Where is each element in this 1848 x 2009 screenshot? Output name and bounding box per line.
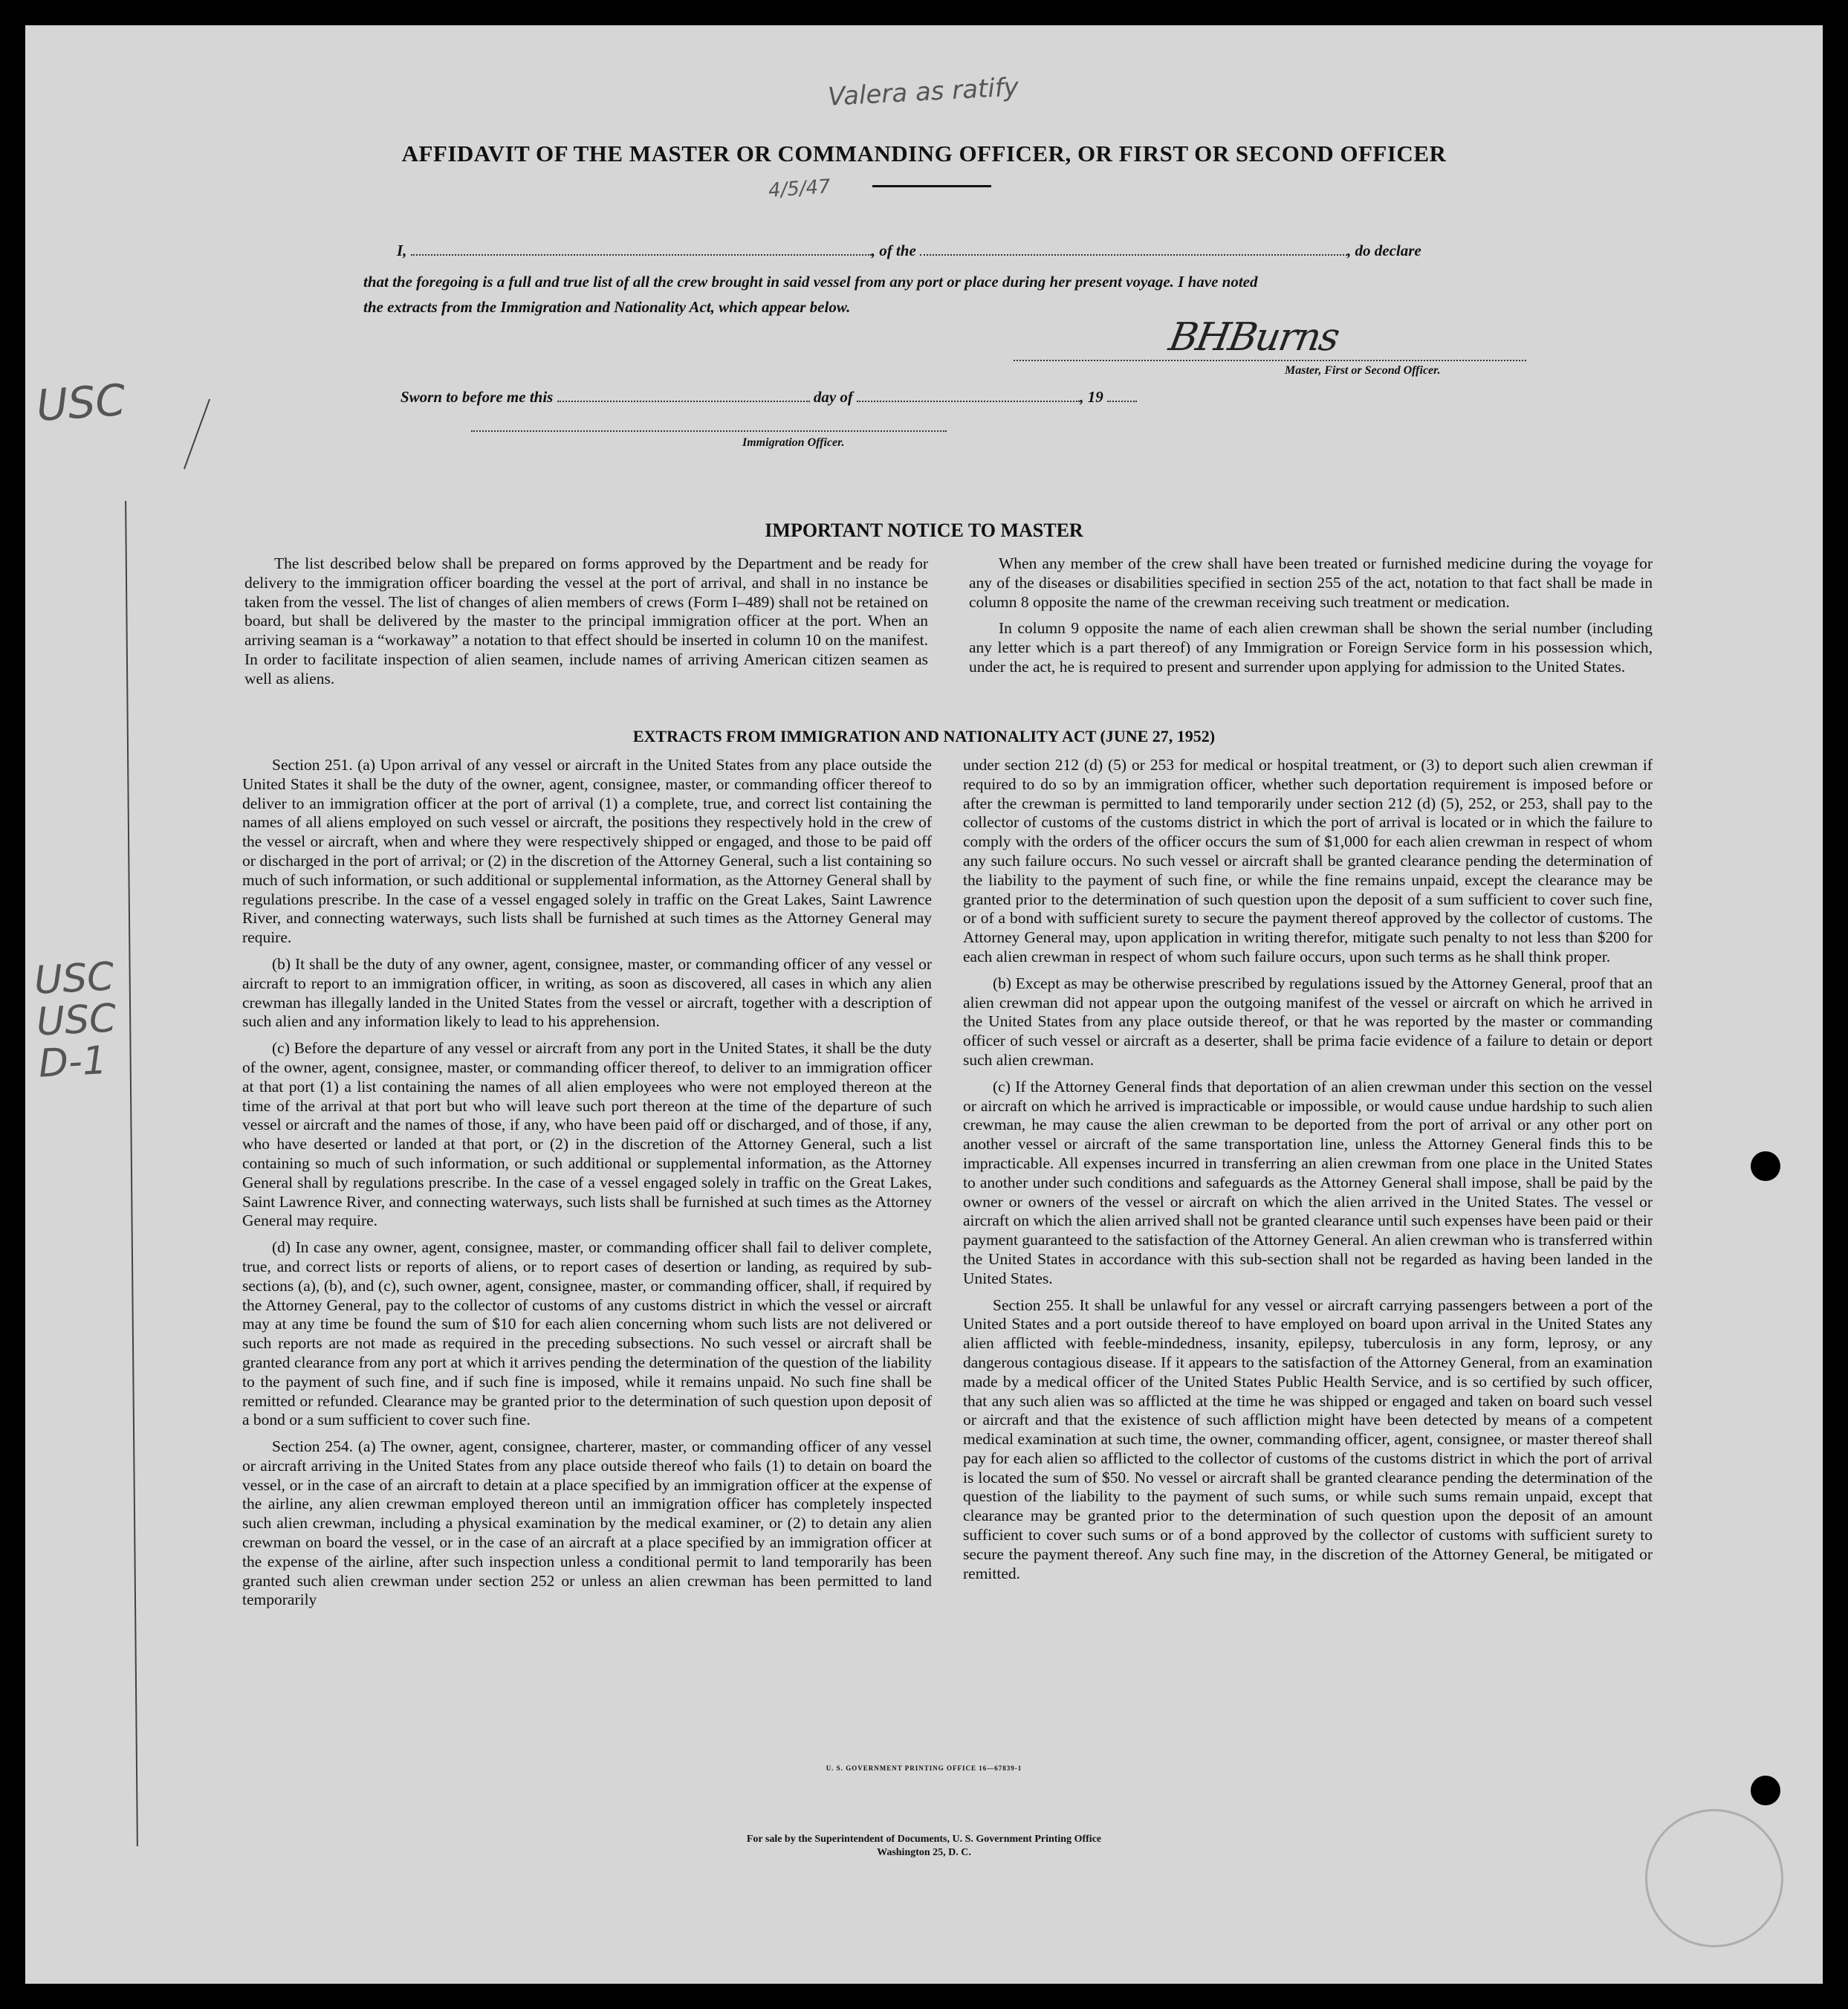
punch-hole-lower: [1751, 1776, 1780, 1805]
notice-right-paragraph-2: In column 9 opposite the name of each alien crewman shall be shown the serial number (including any letter which is a part thereof) of any Immigration or Foreign Service form in his possession which, under the act, he is required to present and surrender upon applying for admission to the United States.: [969, 619, 1653, 676]
notice-left-column: [244, 554, 928, 689]
margin-pencil-stroke: [184, 399, 210, 470]
officer-caption: Immigration Officer.: [742, 436, 845, 449]
affidavit-line-1: I, , of the , do declare: [397, 242, 1421, 259]
extracts-left-column: [242, 756, 932, 1610]
section-254-a: Section 254. (a) The owner, agent, consignee, charterer, master, or commanding officer of any vessel or aircraft arriving in the United States from any place outside thereof who fails (1) to detain on board the vessel, or in the case of an aircraft to detain at a place specified by an immigration officer at the expense of the airline, any alien crewman employed thereon until an immigration officer has completely inspected such alien crewman, including a physical examination by the medical examiner, or (2) to detain any alien crewman on board the vessel, or in the case of an aircraft at a place specified by an immigration officer at the expense of the airline, after such inspection unless a conditional permit to land temporarily has been granted such alien crewman under section 252 or unless an alien crewman has been permitted to land temporarily: [242, 1437, 932, 1609]
signature-line: [1014, 360, 1526, 361]
document-page: [25, 25, 1823, 1984]
section-251-a: Section 251. (a) Upon arrival of any vessel or aircraft in the United States from any place outside the United States it shall be the duty of the owner, agent, consignee, master, or commanding officer thereof to deliver to an immigration officer at the port of arrival (1) a complete, true, and correct list containing the names of all aliens employed on such vessel or aircraft, the positions they respectively hold in the crew of the vessel or aircraft, when and where they were respectively shipped or engaged, and those to be paid off or discharged in the port of arrival; or (2) in the discretion of the Attorney General, such a list containing so much of such information, or such additional or supplemental information, as the Attorney General shall by regulations prescribe. In the case of a vessel engaged solely in traffic on the Great Lakes, Saint Lawrence River, and connecting waterways, such lists shall be furnished at such times as the Attorney General may require.: [242, 756, 932, 947]
notice-title: IMPORTANT NOTICE TO MASTER: [765, 520, 1083, 541]
notice-right-column: [969, 554, 1653, 677]
section-254-a-continued: under section 212 (d) (5) or 253 for medical or hospital treatment, or (3) to deport such alien crewman if required to do so by an immigration officer, whether such deportation requirement is imposed before or after the crewman is permitted to land temporarily under section 212 (d) (5), 252, or 253, shall pay to the collector of customs of the customs district in which the port of arrival is located or in which the failure to comply with the orders of the officer occurs the sum of $1,000 for each alien crewman in respect of whom any such failure occurs. No such vessel or aircraft shall be granted clearance pending the determination of the liability to the payment of such fine, or while the fine remains unpaid, except the clearance may be granted prior to the determination of such question upon the deposit of a sum sufficient to cover such fine, or of a bond with sufficient surety to secure the payment thereof approved by the collector of customs. The Attorney General may, upon application in writing therefor, mitigate such penalty to not less than $200 for each alien crewman in respect of whom such failure occurs, upon such terms as he shall think proper.: [963, 756, 1653, 965]
margin-note-middle: USC USC D-1: [33, 954, 117, 1087]
section-251-c: (c) Before the departure of any vessel or aircraft from any port in the United States, it shall be the duty of the owner, agent, consignee, master, or commanding officer thereof, to deliver to an immigration officer at that port (1) a list containing the names of all alien employees who were not employed thereon at the time of the arrival at that port but who will leave such port thereon at the time of the departure of such vessel or aircraft and the names of those, if any, who have been paid off or discharged, and of those, if any, who have deserted or landed at that port, or (2) in the discretion of the Attorney General, such a list containing so much of such information, or such additional or supplemental information, as the Attorney General shall by regulations prescribe. In the case of a vessel engaged solely in traffic on the Great Lakes, Saint Lawrence River, and connecting waterways, such lists shall be furnished at such times as the Attorney General may require.: [242, 1039, 932, 1230]
page-title: AFFIDAVIT OF THE MASTER OR COMMANDING OFFICER, OR FIRST OR SECOND OFFICER: [401, 140, 1447, 166]
top-handwriting: Valera as ratify: [827, 72, 1019, 112]
extracts-right-column: [963, 756, 1653, 1583]
name-blank[interactable]: [411, 241, 872, 256]
section-251-b: (b) It shall be the duty of any owner, agent, consignee, master, or commanding officer of any vessel or aircraft to report to an immigration officer, in writing, as soon as discovered, all cases in which any alien crewman has illegally landed in the United States from the vessel or aircraft, together with a description of such alien and any information likely to lead to his apprehension.: [242, 954, 932, 1031]
affidavit-line-2: that the foregoing is a full and true list of all the crew brought in said vessel from any port or place during her present voyage. I have noted: [363, 273, 1258, 291]
margin-bracket-line: [125, 501, 138, 1846]
sale-notice: For sale by the Superintendent of Documents, U. S. Government Printing Office Washington 25, D. C.: [746, 1834, 1102, 1858]
margin-note-top: USC: [34, 374, 128, 432]
title-underline: [872, 185, 991, 187]
sworn-day-blank[interactable]: [557, 387, 810, 402]
affidavit-line-3: the extracts from the Immigration and Nationality Act, which appear below.: [363, 298, 851, 316]
punch-hole-upper: [1751, 1151, 1780, 1181]
sworn-year-blank[interactable]: [1107, 387, 1137, 402]
section-255: Section 255. It shall be unlawful for any vessel or aircraft carrying passengers between a port of the United States and a port outside thereof to have employed on board upon arrival in the United States any alien afflicted with feeble-mindedness, insanity, epilepsy, tuberculosis in any form, leprosy, or any dangerous contagious disease. If it appears to the satisfaction of the Attorney General, from an examination made by a medical officer of the United States Public Health Service, and is so certified by such officer, that any such alien was so afflicted at the time he was shipped or engaged and taken on board such vessel or aircraft and that the existence of such affliction might have been detected by means of a competent medical examination at such time, the owner, commanding officer, agent, consignee, or master thereof shall pay for each alien so afflicted to the collector of customs of the customs district in which the port of arrival is located the sum of $50. No vessel or aircraft shall be granted clearance pending the determination of the question of the liability to the payment of such sums, or while such sums remain unpaid, except that clearance may be granted prior to the determination of such question upon the deposit of an amount sufficient to cover such sums or of a bond approved by the collector of customs with sufficient surety to secure the payment thereof. Any such fine may, in the discretion of the Attorney General, be mitigated or remitted.: [963, 1295, 1653, 1582]
mid-handwriting: 4/5/47: [768, 175, 831, 202]
notice-left-paragraph: The list described below shall be prepared on forms approved by the Department and be ready for delivery to the immigration officer boarding the vessel at the port of arrival, and shall in no instance be taken from the vessel. The list of changes of alien members of crews (Form I–489) shall not be retained on board, but shall be delivered by the master to the principal immigration officer at the port. When an arriving seaman is a “workaway” a notation to that effect should be inserted in column 10 on the manifest. In order to facilitate inspection of alien seamen, include names of arriving American citizen seamen as well as aliens.: [244, 554, 928, 688]
section-254-b: (b) Except as may be otherwise prescribed by regulations issued by the Attorney General, proof that an alien crewman did not appear upon the outgoing manifest of the vessel or aircraft on which he arrived in the United States from any place outside thereof, or that he was reported by the master or commanding officer of such vessel or aircraft as a deserter, shall be prima facie evidence of a failure to detain or deport such alien crewman.: [963, 974, 1653, 1069]
sworn-month-blank[interactable]: [857, 387, 1080, 402]
sworn-line: Sworn to before me this day of , 19: [401, 387, 1366, 407]
gpo-imprint: U. S. GOVERNMENT PRINTING OFFICE 16—67839-1: [826, 1764, 1022, 1772]
faint-stamp: [1645, 1809, 1783, 1947]
master-signature: BHBurns: [1165, 315, 1342, 360]
officer-signature-line: [471, 430, 947, 432]
section-254-c: (c) If the Attorney General finds that deportation of an alien crewman under this section on the vessel or aircraft on which he arrived is impracticable or impossible, or would cause undue hardship to such alien crewman, he may cause the alien crewman to be deported from the port of arrival or any other port on another vessel or aircraft of the same transportation line, unless the Attorney General finds this to be impracticable. All expenses incurred in transferring an alien crewman from one place in the United States to another under such conditions and safeguards as the Attorney General shall impose, shall be paid by the owner or owners of the vessel or aircraft on which the alien arrived in the United States. The vessel or aircraft on which the alien arrived shall not be granted clearance until such expenses have been paid or their payment guaranteed to the satisfaction of the Attorney General. An alien crewman who is transferred within the United States in accordance with this sub-section shall not be regarded as having been landed in the United States.: [963, 1077, 1653, 1287]
notice-right-paragraph-1: When any member of the crew shall have been treated or furnished medicine during the voyage for any of the diseases or disabilities specified in section 255 of the act, notation to that fact shall be made in column 8 opposite the name of the crewman receiving such treatment or medication.: [969, 554, 1653, 611]
extracts-title: EXTRACTS FROM IMMIGRATION AND NATIONALITY ACT (JUNE 27, 1952): [632, 727, 1216, 745]
vessel-blank[interactable]: [920, 241, 1347, 256]
signature-caption: Master, First or Second Officer.: [1285, 364, 1441, 377]
bottom-bleed-handwriting: [790, 1876, 798, 1902]
section-251-d: (d) In case any owner, agent, consignee, master, or commanding officer shall fail to deliver complete, true, and correct lists or reports of aliens, or to report cases of desertion or landing, as required by sub-sections (a), (b), and (c), such owner, agent, consignee, master, or commanding officer, shall, if required by the Attorney General, pay to the collector of customs of any customs district in which the vessel or aircraft may at any time be found the sum of $10 for each alien concerning whom such lists are not delivered or such reports are not made as required in the preceding subsections. No such vessel or aircraft shall be granted clearance from any port at which it arrives pending the determination of the question of the liability to the payment of such fine, and if such fine is imposed, while it remains unpaid. No such fine shall be remitted or refunded. Clearance may be granted prior to the determination of such question upon deposit of a bond or a sum sufficient to cover such fine.: [242, 1238, 932, 1429]
